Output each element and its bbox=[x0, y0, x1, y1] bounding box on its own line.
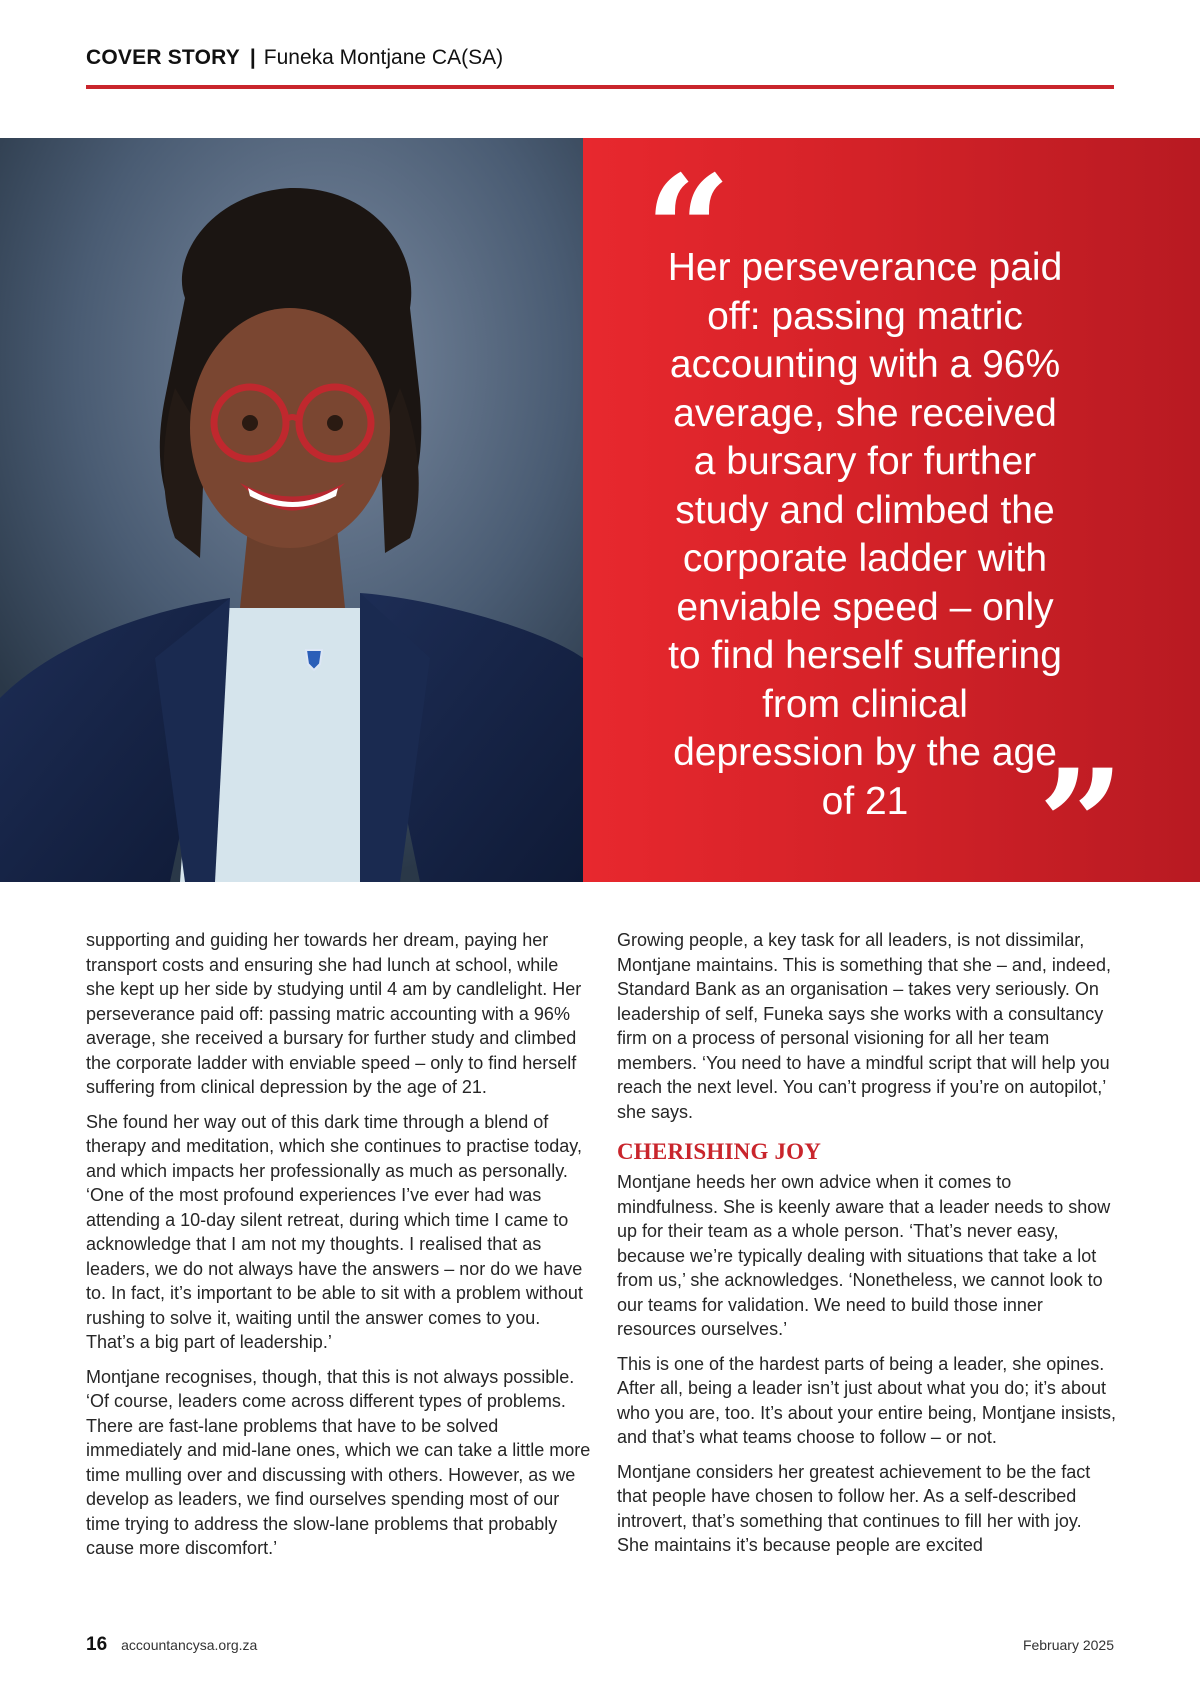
article-column-right bbox=[617, 928, 1117, 1568]
header-rule bbox=[86, 85, 1114, 89]
body-paragraph: supporting and guiding her towards her dream, paying her transport costs and ensuring she had lunch at school, while she kept up her side by studying until 4 am by candlelight. Her perseverance paid off: passing matric accounting with a 96% average, she received a bursary for further study and climbed the corporate ladder with enviable speed – only to find herself suffering from clinical depression by the age of 21. bbox=[86, 930, 582, 1097]
article-subject: Funeka Montjane CA(SA) bbox=[263, 46, 504, 69]
hero-banner bbox=[0, 138, 1200, 913]
header-separator: | bbox=[249, 46, 256, 69]
pull-quote-panel bbox=[583, 138, 1200, 913]
portrait-illustration bbox=[0, 138, 583, 882]
footer-left bbox=[86, 1634, 257, 1656]
body-paragraph: Montjane recognises, though, that this is not always possible. ‘Of course, leaders come across different types of problems. There are fast-lane problems that have to be solved immediately and mid-lane ones, which we can take a little more time mulling over and discussing with others. However, as we develop as leaders, we find ourselves spending most of our time trying to address the slow-lane problems that probably cause more discomfort.’ bbox=[86, 1366, 591, 1558]
website-link[interactable]: accountancysa.org.za bbox=[121, 1637, 258, 1653]
body-paragraph: Montjane considers her greatest achievement to be the fact that people have chosen to follow her. As a self-described introvert, that’s something that continues to fill her with joy. She maintains it’s because people are excited bbox=[617, 1461, 1091, 1555]
running-header bbox=[86, 46, 503, 70]
open-quote-mark: “ bbox=[645, 143, 732, 319]
pull-quote-text: Her perseverance paid off: passing matric accounting with a 96% average, she received a bursary for further study and climbed the corporate ladder with enviable speed – only to find herself suffering from clinical depression by the age of 21 bbox=[667, 246, 1063, 823]
body-paragraph: Growing people, a key task for all leaders, is not dissimilar, Montjane maintains. This is something that she – and, indeed, Standard Bank as an organisation – takes very seriously. On leadership of self, Funeka says she works with a consultancy firm on a process of personal visioning for all her team members. ‘You need to have a mindful script that will help you reach the next level. You can’t progress if you’re on autopilot,’ she says. bbox=[617, 930, 1111, 1122]
body-paragraph: This is one of the hardest parts of being a leader, she opines. After all, being a leader isn’t just about what you do; it’s about who you are, too. It’s about your entire being, Montjane insists, and that’s what teams choose to follow – or not. bbox=[617, 1353, 1116, 1447]
section-subheading: CHERISHING JOY bbox=[617, 1139, 822, 1164]
article-column-left bbox=[86, 928, 591, 1571]
section-label: COVER STORY bbox=[86, 46, 240, 69]
page-number: 16 bbox=[86, 1634, 108, 1655]
issue-date: February 2025 bbox=[1022, 1637, 1114, 1653]
portrait-photo bbox=[0, 138, 583, 882]
body-paragraph: Montjane heeds her own advice when it comes to mindfulness. She is keenly aware that a leader needs to show up for their team as a whole person. ‘That’s never easy, because we’re typically dealing with situations that take a lot from us,’ she acknowledges. ‘Nonetheless, we cannot look to our teams for validation. We need to build those inner resources ourselves.’ bbox=[617, 1172, 1111, 1339]
close-quote-mark: ” bbox=[1038, 737, 1125, 913]
body-paragraph: She found her way out of this dark time through a blend of therapy and meditation, which she continues to practise today, and which impacts her professionally as much as personally. ‘One of the most profound experiences I’ve ever had was attending a 10-day silent retreat, during which time I came to acknowledge that I am not my thoughts. I realised that as leaders, we do not always have the answers – nor do we have to. In fact, it’s important to be able to sit with a problem without rushing to solve it, waiting until the answer comes to you. That’s a big part of leadership.’ bbox=[86, 1111, 583, 1352]
